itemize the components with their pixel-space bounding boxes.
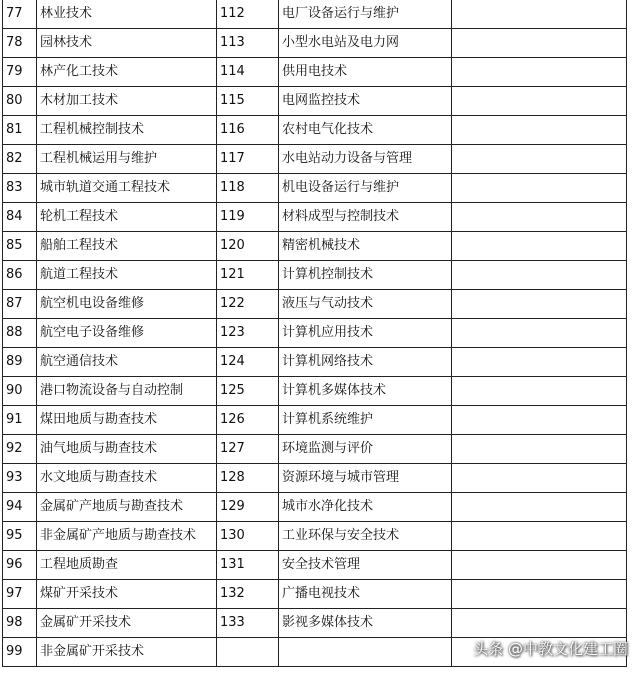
row-number-right: 120 [217,232,279,261]
row-number-left: 80 [3,87,37,116]
row-number-right: 117 [217,145,279,174]
row-number-right [217,638,279,667]
major-name-left: 航空电子设备维修 [37,319,217,348]
major-name-left: 煤矿开采技术 [37,580,217,609]
major-name-right: 工业环保与安全技术 [279,522,452,551]
table-row [3,116,627,145]
major-name-right: 计算机控制技术 [279,261,452,290]
row-number-right: 129 [217,493,279,522]
table-row [3,580,627,609]
empty-cell [452,58,627,87]
major-name-left: 航空通信技术 [37,348,217,377]
table-row [3,406,627,435]
empty-cell [452,348,627,377]
row-number-left: 91 [3,406,37,435]
major-name-right [279,638,452,667]
major-name-left: 林业技术 [37,0,217,29]
major-name-right: 电厂设备运行与维护 [279,0,452,29]
empty-cell [452,232,627,261]
row-number-left: 81 [3,116,37,145]
empty-cell [452,435,627,464]
major-name-left: 非金属矿产地质与勘查技术 [37,522,217,551]
major-name-right: 环境监测与评价 [279,435,452,464]
empty-cell [452,261,627,290]
row-number-left: 88 [3,319,37,348]
table-row [3,319,627,348]
row-number-left: 89 [3,348,37,377]
major-name-left: 航空机电设备维修 [37,290,217,319]
table-body [3,0,627,667]
major-list-table [2,0,627,667]
major-name-right: 计算机多媒体技术 [279,377,452,406]
empty-cell [452,0,627,29]
row-number-left: 86 [3,261,37,290]
major-name-left: 船舶工程技术 [37,232,217,261]
major-name-left: 木材加工技术 [37,87,217,116]
major-name-left: 轮机工程技术 [37,203,217,232]
row-number-right: 124 [217,348,279,377]
major-name-right: 影视多媒体技术 [279,609,452,638]
table-row [3,348,627,377]
major-name-right: 计算机系统维护 [279,406,452,435]
row-number-right: 116 [217,116,279,145]
empty-cell [452,522,627,551]
row-number-left: 93 [3,464,37,493]
row-number-right: 115 [217,87,279,116]
row-number-right: 122 [217,290,279,319]
row-number-left: 96 [3,551,37,580]
empty-cell [452,464,627,493]
empty-cell [452,87,627,116]
major-name-right: 资源环境与城市管理 [279,464,452,493]
row-number-right: 126 [217,406,279,435]
table-row [3,290,627,319]
row-number-left: 90 [3,377,37,406]
row-number-left: 77 [3,0,37,29]
major-name-right: 小型水电站及电力网 [279,29,452,58]
table-row [3,435,627,464]
major-name-right: 精密机械技术 [279,232,452,261]
major-name-left: 港口物流设备与自动控制 [37,377,217,406]
major-name-right: 广播电视技术 [279,580,452,609]
empty-cell [452,493,627,522]
table-row [3,493,627,522]
row-number-right: 132 [217,580,279,609]
empty-cell [452,290,627,319]
major-name-left: 煤田地质与勘查技术 [37,406,217,435]
empty-cell [452,406,627,435]
row-number-left: 98 [3,609,37,638]
row-number-left: 97 [3,580,37,609]
major-name-right: 液压与气动技术 [279,290,452,319]
row-number-right: 114 [217,58,279,87]
empty-cell [452,377,627,406]
major-name-left: 金属矿产地质与勘查技术 [37,493,217,522]
empty-cell [452,145,627,174]
table-row [3,58,627,87]
major-name-left: 金属矿开采技术 [37,609,217,638]
row-number-right: 113 [217,29,279,58]
empty-cell [452,319,627,348]
table-row [3,609,627,638]
major-name-right: 供用电技术 [279,58,452,87]
major-name-left: 林产化工技术 [37,58,217,87]
row-number-left: 83 [3,174,37,203]
row-number-left: 84 [3,203,37,232]
row-number-left: 95 [3,522,37,551]
major-name-left: 航道工程技术 [37,261,217,290]
table-row [3,464,627,493]
major-name-right: 材料成型与控制技术 [279,203,452,232]
table-row [3,145,627,174]
row-number-left: 79 [3,58,37,87]
empty-cell [452,551,627,580]
row-number-left: 85 [3,232,37,261]
row-number-right: 133 [217,609,279,638]
major-name-right: 农村电气化技术 [279,116,452,145]
row-number-right: 121 [217,261,279,290]
empty-cell [452,174,627,203]
empty-cell [452,116,627,145]
row-number-right: 127 [217,435,279,464]
empty-cell [452,203,627,232]
table-row [3,29,627,58]
major-name-left: 城市轨道交通工程技术 [37,174,217,203]
empty-cell [452,609,627,638]
major-name-left: 工程地质勘查 [37,551,217,580]
major-name-left: 工程机械控制技术 [37,116,217,145]
table-row [3,232,627,261]
major-name-right: 电网监控技术 [279,87,452,116]
major-name-right: 计算机网络技术 [279,348,452,377]
row-number-right: 123 [217,319,279,348]
major-name-right: 城市水净化技术 [279,493,452,522]
row-number-right: 131 [217,551,279,580]
row-number-right: 118 [217,174,279,203]
table-row [3,174,627,203]
major-name-right: 水电站动力设备与管理 [279,145,452,174]
major-name-right: 安全技术管理 [279,551,452,580]
table-row [3,377,627,406]
row-number-left: 87 [3,290,37,319]
row-number-right: 119 [217,203,279,232]
table-row [3,0,627,29]
table-row [3,203,627,232]
watermark: 头条 @中教文化建工圈 [473,640,628,658]
row-number-left: 78 [3,29,37,58]
table-row [3,551,627,580]
major-name-left: 园林技术 [37,29,217,58]
table-row [3,522,627,551]
major-name-left: 非金属矿开采技术 [37,638,217,667]
major-name-left: 工程机械运用与维护 [37,145,217,174]
major-name-right: 计算机应用技术 [279,319,452,348]
major-name-left: 水文地质与勘查技术 [37,464,217,493]
row-number-right: 130 [217,522,279,551]
row-number-left: 99 [3,638,37,667]
row-number-right: 125 [217,377,279,406]
major-name-left: 油气地质与勘查技术 [37,435,217,464]
empty-cell [452,580,627,609]
row-number-right: 112 [217,0,279,29]
row-number-left: 92 [3,435,37,464]
row-number-left: 94 [3,493,37,522]
row-number-left: 82 [3,145,37,174]
row-number-right: 128 [217,464,279,493]
major-name-right: 机电设备运行与维护 [279,174,452,203]
table-row [3,87,627,116]
empty-cell [452,29,627,58]
table-row [3,261,627,290]
